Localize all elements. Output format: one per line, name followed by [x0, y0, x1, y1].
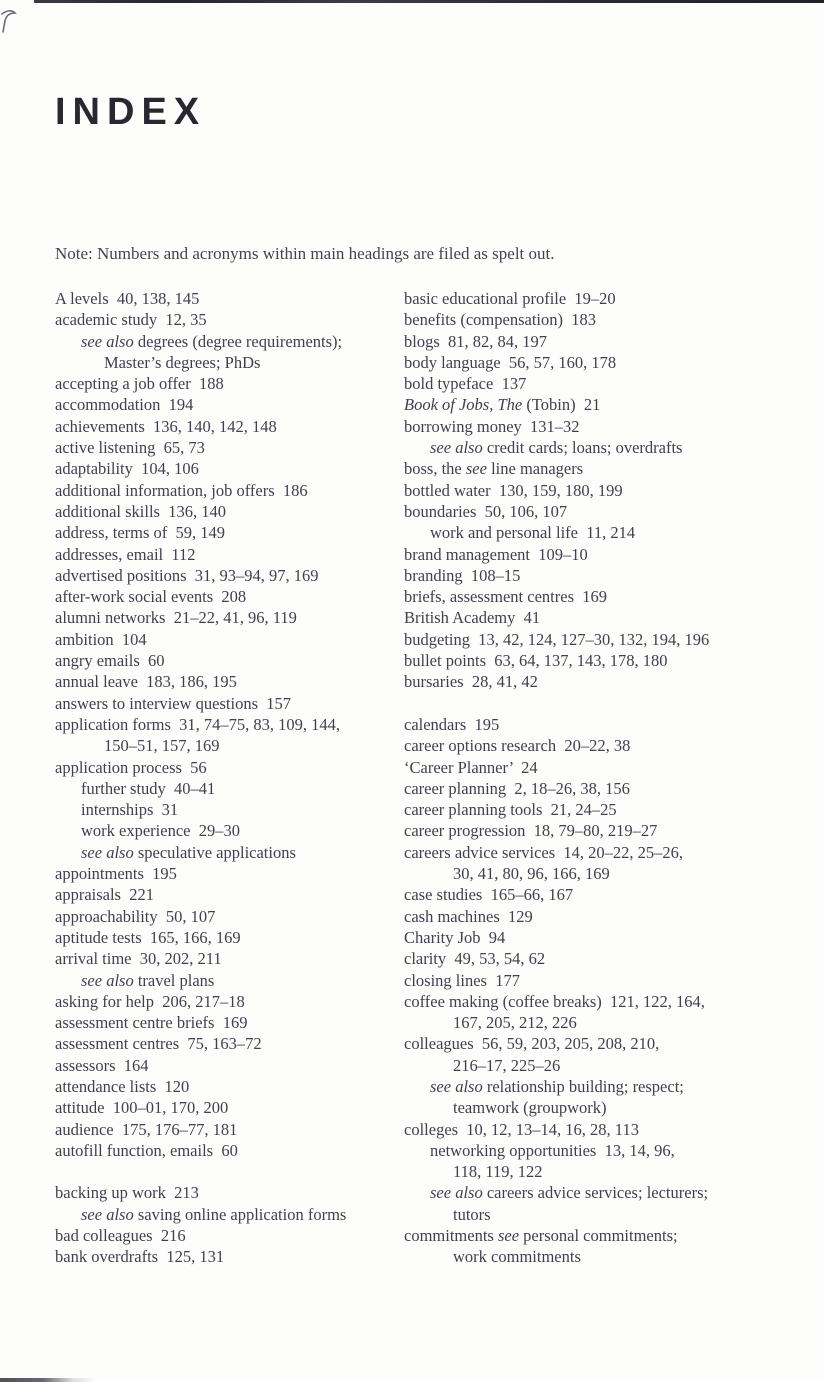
index-entry-line: borrowing money 131–32 [404, 416, 580, 436]
index-entry-line: career planning tools 21, 24–25 [404, 800, 617, 820]
index-entry-line: commitments see personal commitments; [404, 1226, 678, 1246]
index-entry-line: calendars 195 [404, 714, 500, 734]
index-entry-line: application process 56 [55, 757, 207, 777]
index-entry-line: work and personal life 11, 214 [430, 523, 636, 543]
index-entry-line: appointments 195 [55, 864, 177, 884]
index-entry-line: achievements 136, 140, 142, 148 [55, 416, 277, 436]
index-entry-line: 167, 205, 212, 226 [453, 1013, 577, 1033]
pen-mark-artifact [0, 8, 22, 38]
index-column-right [404, 288, 822, 1268]
index-entry-line: academic study 12, 35 [55, 310, 207, 330]
index-entry-line: internships 31 [81, 800, 179, 820]
index-entry-line: A levels 40, 138, 145 [55, 289, 200, 308]
index-entry-line: accommodation 194 [55, 395, 194, 415]
page-title: INDEX [55, 91, 207, 133]
index-entry-line: ambition 104 [55, 629, 147, 649]
index-column-left [55, 288, 403, 1268]
index-entry-line: bullet points 63, 64, 137, 143, 178, 180 [404, 651, 668, 671]
index-entry-line: approachability 50, 107 [55, 906, 216, 926]
index-entry-line: careers advice services 14, 20–22, 25–26, [404, 842, 684, 862]
index-entry-line: autofill function, emails 60 [55, 1140, 238, 1160]
index-entry-line: 150–51, 157, 169 [104, 736, 220, 756]
index-entry-line: see also travel plans [81, 970, 215, 990]
index-entry-line: see also degrees (degree requirements); [81, 331, 343, 351]
index-entry-line: cash machines 129 [404, 906, 533, 926]
index-entry-line: Master’s degrees; PhDs [104, 352, 261, 372]
index-entry-line: see also relationship building; respect; [430, 1076, 684, 1096]
index-entry-line: clarity 49, 53, 54, 62 [404, 949, 546, 969]
scan-top-edge-artifact [34, 0, 824, 3]
index-entry-line: assessment centres 75, 163–72 [55, 1034, 262, 1054]
index-entry-line: closing lines 177 [404, 970, 520, 990]
index-entry-line: adaptability 104, 106 [55, 459, 199, 479]
index-entry-line: additional information, job offers 186 [55, 480, 308, 500]
index-entry-line: see also speculative applications [81, 842, 296, 862]
index-entry-line: bottled water 130, 159, 180, 199 [404, 480, 623, 500]
index-entry-line: annual leave 183, 186, 195 [55, 672, 237, 692]
index-entry-line: addresses, email 112 [55, 544, 196, 564]
index-entry-line: advertised positions 31, 93–94, 97, 169 [55, 565, 319, 585]
index-entry-line: case studies 165–66, 167 [404, 885, 574, 905]
index-entry-line: work experience 29–30 [81, 821, 240, 841]
index-entry-line: body language 56, 57, 160, 178 [404, 352, 617, 372]
index-entry-line: arrival time 30, 202, 211 [55, 949, 222, 969]
index-entry-line: address, terms of 59, 149 [55, 523, 226, 543]
index-entry-line: briefs, assessment centres 169 [404, 587, 607, 607]
index-entry-line: aptitude tests 165, 166, 169 [55, 927, 241, 947]
index-entry-line: bad colleagues 216 [55, 1226, 186, 1246]
index-entry-line: bold typeface 137 [404, 374, 527, 394]
index-entry-line: basic educational profile 19–20 [404, 289, 616, 308]
index-entry-line: tutors [453, 1204, 491, 1224]
index-entry-line: see also credit cards; loans; overdrafts [430, 438, 683, 458]
index-note: Note: Numbers and acronyms within main headings are filed as spelt out. [55, 244, 555, 263]
index-entry-line: accepting a job offer 188 [55, 374, 224, 394]
index-entry-line: angry emails 60 [55, 651, 165, 671]
index-entry-line: budgeting 13, 42, 124, 127–30, 132, 194, 196 [404, 629, 710, 649]
index-entry-line: boss, the see line managers [404, 459, 584, 479]
index-entry-line: 30, 41, 80, 96, 166, 169 [453, 864, 610, 884]
index-entry-line: British Academy 41 [404, 608, 541, 628]
index-entry-line: coffee making (coffee breaks) 121, 122, 164, [404, 991, 705, 1011]
index-entry-line: further study 40–41 [81, 778, 216, 798]
index-entry-line: asking for help 206, 217–18 [55, 991, 245, 1011]
index-entry-line: ‘Career Planner’ 24 [404, 757, 538, 777]
index-entry-line: 216–17, 225–26 [453, 1055, 561, 1075]
index-entry-line: boundaries 50, 106, 107 [404, 501, 568, 521]
index-entry-line: answers to interview questions 157 [55, 693, 292, 713]
index-entry-line: attendance lists 120 [55, 1076, 190, 1096]
index-entry-line: after-work social events 208 [55, 587, 247, 607]
index-entry-line: career options research 20–22, 38 [404, 736, 631, 756]
index-entry-line: colleagues 56, 59, 203, 205, 208, 210, [404, 1034, 660, 1054]
index-entry-line: additional skills 136, 140 [55, 501, 226, 521]
index-entry-line: see also saving online application forms [81, 1204, 347, 1224]
index-entry-line: branding 108–15 [404, 565, 521, 585]
index-entry-line: teamwork (groupwork) [453, 1098, 607, 1118]
index-entry-line: brand management 109–10 [404, 544, 588, 564]
index-entry-line: 118, 119, 122 [453, 1162, 543, 1182]
index-entry-line: bank overdrafts 125, 131 [55, 1247, 225, 1267]
index-entry-line: blogs 81, 82, 84, 197 [404, 331, 548, 351]
index-entry-line: bursaries 28, 41, 42 [404, 672, 538, 692]
index-entry-line: work commitments [453, 1247, 581, 1267]
index-entry-line: career planning 2, 18–26, 38, 156 [404, 778, 630, 798]
scan-bottom-edge-artifact [0, 1378, 96, 1382]
index-entry-line: Book of Jobs, The (Tobin) 21 [404, 395, 601, 415]
index-entry-line: assessors 164 [55, 1055, 149, 1075]
index-entry-line: audience 175, 176–77, 181 [55, 1119, 238, 1139]
index-entry-line: appraisals 221 [55, 885, 154, 905]
index-entry-line: application forms 31, 74–75, 83, 109, 144, [55, 714, 341, 734]
index-entry-line: networking opportunities 13, 14, 96, [430, 1140, 675, 1160]
index-entry-line: alumni networks 21–22, 41, 96, 119 [55, 608, 297, 628]
index-entry-line [404, 693, 822, 714]
index-entry-line: active listening 65, 73 [55, 438, 205, 458]
index-entry-line: assessment centre briefs 169 [55, 1013, 248, 1033]
index-entry-line: career progression 18, 79–80, 219–27 [404, 821, 658, 841]
index-entry-line: backing up work 213 [55, 1183, 199, 1203]
index-entry-line: Charity Job 94 [404, 927, 506, 947]
index-entry-line: colleges 10, 12, 13–14, 16, 28, 113 [404, 1119, 639, 1139]
index-entry-line: benefits (compensation) 183 [404, 310, 596, 330]
index-entry-line: see also careers advice services; lecturers; [430, 1183, 709, 1203]
index-entry-line [55, 1161, 403, 1182]
index-entry-line: attitude 100–01, 170, 200 [55, 1098, 229, 1118]
